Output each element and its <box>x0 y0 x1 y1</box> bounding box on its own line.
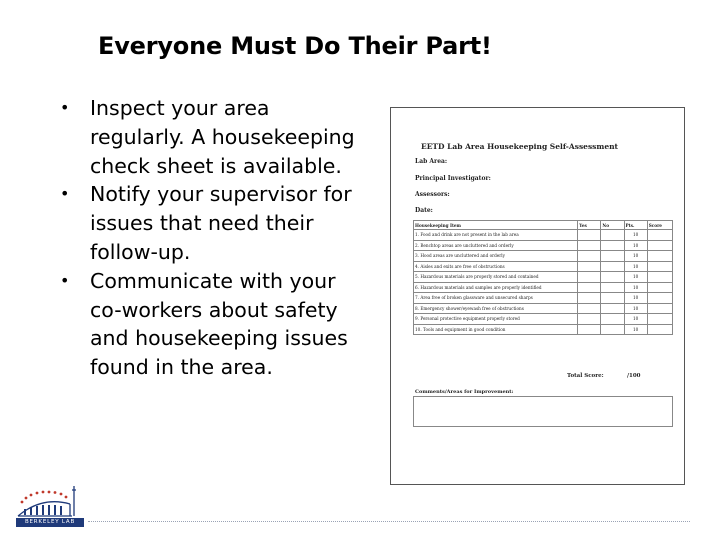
points-cell: 10 <box>624 251 647 262</box>
document-field-pi: Principal Investigator: <box>415 175 491 182</box>
item-cell: 10. Tools and equipment in good condition <box>414 324 578 335</box>
bullet-item <box>56 94 356 180</box>
item-cell: 2. Benchtop areas are uncluttered and orderly <box>414 240 578 251</box>
points-cell: 10 <box>624 303 647 314</box>
checklist-table <box>413 220 673 335</box>
table-row <box>414 240 673 251</box>
item-cell: 4. Aisles and exits are free of obstructions <box>414 261 578 272</box>
item-cell: 5. Hazardous materials are properly stored and contained <box>414 272 578 283</box>
table-row <box>414 282 673 293</box>
table-row <box>414 303 673 314</box>
bullet-text: Communicate with your co-workers about safety and housekeeping issues found in the area. <box>90 268 348 380</box>
table-row <box>414 293 673 304</box>
slide-title: Everyone Must Do Their Part! <box>98 32 492 60</box>
document-field-date: Date: <box>415 207 433 214</box>
column-header: Housekeeping Item <box>414 221 578 230</box>
table-row <box>414 272 673 283</box>
item-cell: 8. Emergency shower/eyewash free of obstructions <box>414 303 578 314</box>
total-score-value: /100 <box>627 373 641 379</box>
document-title: EETD Lab Area Housekeeping Self-Assessment <box>421 142 619 151</box>
item-cell: 9. Personal protective equipment properly stored <box>414 314 578 325</box>
item-cell: 3. Hood areas are uncluttered and orderly <box>414 251 578 262</box>
table-row <box>414 324 673 335</box>
bullet-dot: • <box>60 184 70 204</box>
bullet-dot: • <box>60 270 70 290</box>
bullet-item <box>56 180 356 266</box>
item-cell: 1. Food and drink are not present in the lab area <box>414 230 578 241</box>
item-cell: 6. Hazardous materials and samples are properly identified <box>414 282 578 293</box>
bullet-text: Notify your supervisor for issues that need their follow-up. <box>90 182 352 264</box>
document-field-lab-area: Lab Area: <box>415 158 448 165</box>
table-row <box>414 251 673 262</box>
table-row <box>414 261 673 272</box>
footer-divider <box>88 521 690 522</box>
column-header: No <box>601 221 624 230</box>
points-cell: 10 <box>624 282 647 293</box>
table-row <box>414 314 673 325</box>
bullet-dot: • <box>60 98 70 117</box>
logo-wordmark: BERKELEY LAB <box>16 518 84 527</box>
comments-box <box>413 396 673 427</box>
comments-label: Comments/Areas for Improvement: <box>415 389 514 395</box>
bullet-list <box>56 94 356 382</box>
item-cell: 7. Area free of broken glassware and unsecured sharps <box>414 293 578 304</box>
bullet-text: Inspect your area regularly. A housekeeping check sheet is available. <box>90 96 355 178</box>
points-cell: 10 <box>624 324 647 335</box>
points-cell: 10 <box>624 240 647 251</box>
document-field-assessors: Assessors: <box>415 191 450 198</box>
points-cell: 10 <box>624 314 647 325</box>
table-header-row <box>414 221 673 230</box>
total-score-label: Total Score: <box>567 373 604 379</box>
column-header: Pts. <box>624 221 647 230</box>
points-cell: 10 <box>624 261 647 272</box>
points-cell: 10 <box>624 272 647 283</box>
checklist-document-image <box>390 107 685 485</box>
points-cell: 10 <box>624 293 647 304</box>
column-header: Score <box>647 221 672 230</box>
bullet-item <box>56 267 356 382</box>
points-cell: 10 <box>624 230 647 241</box>
column-header: Yes <box>578 221 601 230</box>
table-row <box>414 230 673 241</box>
